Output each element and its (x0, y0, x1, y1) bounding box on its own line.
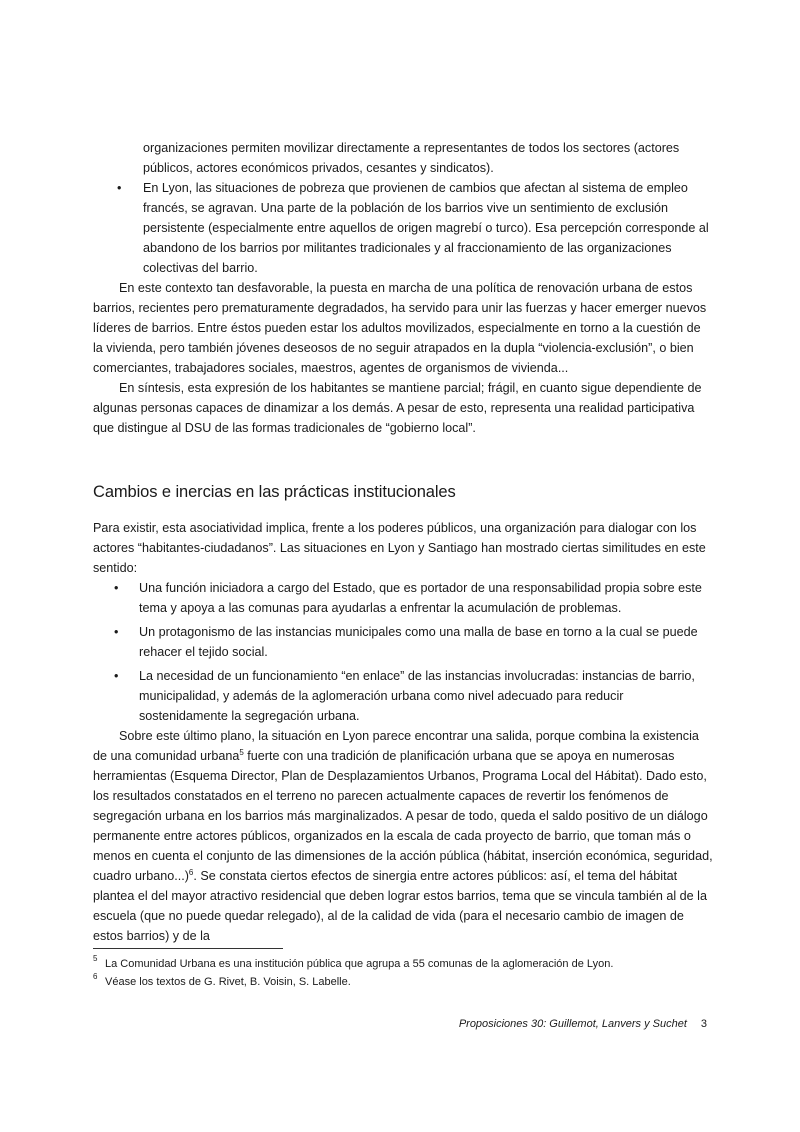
footnote-text: La Comunidad Urbana es una institución pública que agrupa a 55 comunas de la aglomeración de Lyon. (105, 958, 614, 970)
bullet-icon: • (114, 669, 119, 683)
list-item (93, 578, 713, 618)
paragraph-text: Sobre este último plano, la situación en Lyon parece encontrar una salida, porque combina la existencia de una comunidad urbana (93, 729, 699, 763)
list-item-text: La necesidad de un funcionamiento “en enlace” de las instancias involucradas: instancias de barrio, municipalidad, y además de la aglomeración urbana como nivel adecuado para reducir sostenidamente la segregación urbana. (139, 669, 695, 723)
footnote-divider (93, 948, 283, 949)
list-item (93, 666, 713, 726)
list-item-text: Una función iniciadora a cargo del Estado, que es portador de una responsabilidad propia sobre este tema y apoya a las comunas para ayudarlas a enfrentar la acumulación de problemas. (139, 581, 702, 615)
footnote: 6 Véase los textos de G. Rivet, B. Voisin, S. Labelle. (93, 972, 351, 988)
footnote-ref[interactable]: 5 (239, 747, 244, 757)
list-item (93, 622, 713, 662)
list-item-text: En Lyon, las situaciones de pobreza que provienen de cambios que afectan al sistema de empleo francés, se agravan. Una parte de la población de los barrios vive un sentimiento de exclusión persistente (especialmente entre aquellos de origen magrebí o turco). Esa percepción corresponde al abandono de los barrios por militantes tradicionales y al fraccionamiento de las organizaciones colectivas del barrio. (143, 181, 709, 275)
paragraph: En síntesis, esta expresión de los habitantes se mantiene parcial; frágil, en cuanto sigue dependiente de algunas personas capaces de dinamizar a los demás. A pesar de esto, representa una realidad participativa que distingue al DSU de las formas tradicionales de “gobierno local”. (93, 381, 702, 435)
footer-citation: Proposiciones 30: Guillemot, Lanvers y Suchet (458, 1018, 687, 1030)
list-item-continuation (93, 138, 713, 178)
paragraph: Para existir, esta asociatividad implica, frente a los poderes públicos, una organización para dialogar con los actores “habitantes-ciudadanos”. Las situaciones en Lyon y Santiago han mostrado ciertas similitudes en este sentido: (93, 521, 706, 575)
footnotes (93, 955, 713, 991)
page-footer (459, 1018, 707, 1030)
footnote: 5 La Comunidad Urbana es una institución pública que agrupa a 55 comunas de la aglomeración de Lyon. (93, 954, 614, 970)
paragraph (93, 726, 713, 946)
page-number: 3 (700, 1018, 707, 1030)
footnote-ref[interactable]: 6 (188, 867, 194, 877)
bullet-icon: • (114, 625, 119, 639)
paragraph: En este contexto tan desfavorable, la puesta en marcha de una política de renovación urbana de estos barrios, recientes pero prematuramente degradados, ha servido para unir las fuerzas y hacer emerger nuevos líderes de barrios. Entre éstos pueden estar los adultos movilizados, especialmente en torno a la cuestión de la vivienda, pero también jóvenes deseosos de no seguir atrapados en la dupla “violencia-exclusión”, o bien comerciantes, trabajadores sociales, maestros, agentes de organismos de vivienda... (93, 281, 707, 375)
paragraph-text: . Se constata ciertos efectos de sinergia entre actores públicos: así, el tema del hábitat plantea el del mayor atractivo residencial que deben lograr estos barrios, tema que se vincula también al de la escuela (que no puede quedar relegado), al de la calidad de vida (para el necesario cambio de imagen de estos barrios) y de la (93, 869, 707, 943)
bullet-list (93, 578, 713, 726)
list-item-text: organizaciones permiten movilizar directamente a representantes de todos los sectores (actores públicos, actores económicos privados, cesantes y sindicatos). (143, 141, 680, 175)
main-text (93, 138, 713, 946)
bullet-icon: • (114, 581, 119, 595)
paragraph-text: fuerte con una tradición de planificación urbana que se apoya en numerosas herramientas (Esquema Director, Plan de Desplazamientos Urbanos, Programa Local del Hábitat). Dado esto, los resultados constatados en el terreno no parecen actualmente capaces de revertir los fenómenos de segregación urbana en los barrios más marginalizados. A pesar de todo, queda el saldo positivo de un diálogo permanente entre actores públicos, organizados en la escala de cada proyecto de barrio, que toman más o menos en cuenta el conjunto de las dimensiones de la acción pública (hábitat, inserción económica, seguridad, cuadro urbano...) (93, 749, 713, 883)
list-item-text: Un protagonismo de las instancias municipales como una malla de base en torno a la cual se puede rehacer el tejido social. (139, 625, 698, 659)
section-heading: Cambios e inercias en las prácticas institucionales (93, 483, 456, 501)
list-item (93, 178, 713, 278)
footnote-text: Véase los textos de G. Rivet, B. Voisin, S. Labelle. (105, 976, 351, 988)
bullet-icon: • (117, 181, 122, 195)
